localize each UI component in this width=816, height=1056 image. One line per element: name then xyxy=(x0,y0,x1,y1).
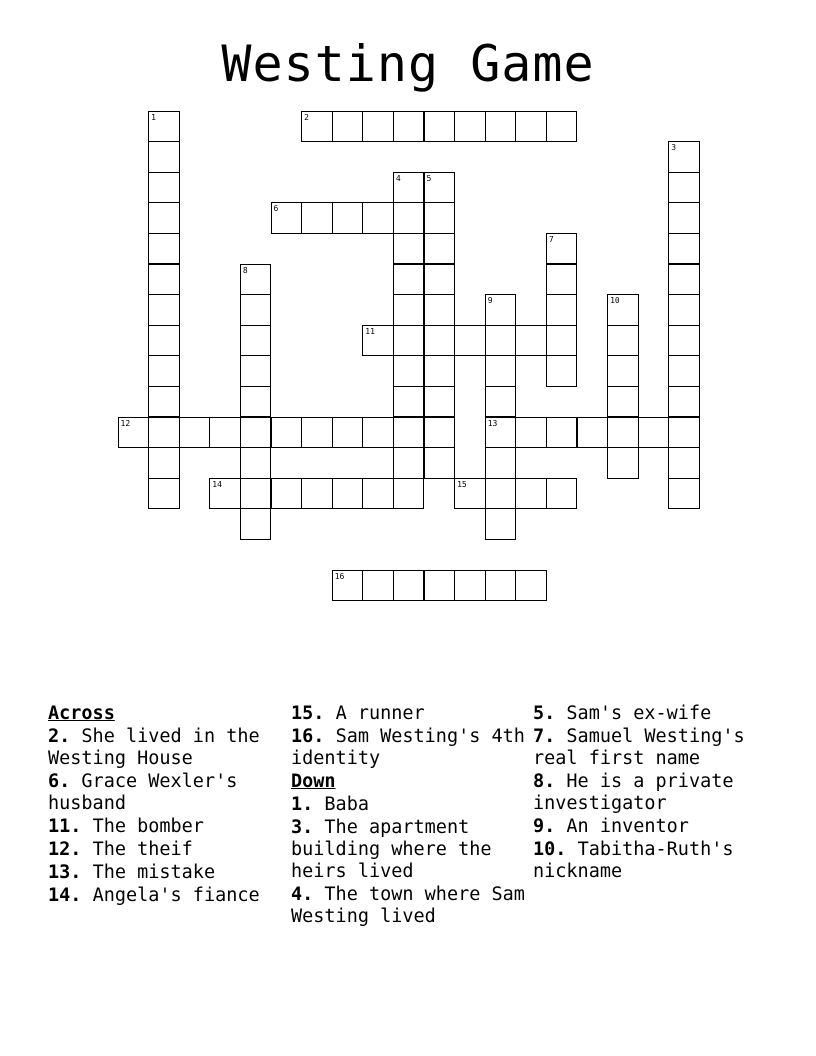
clue-number-label: 16 xyxy=(334,571,345,581)
grid-cell[interactable] xyxy=(362,417,394,449)
grid-cell[interactable] xyxy=(454,111,486,143)
grid-cell[interactable] xyxy=(424,202,456,234)
grid-cell[interactable] xyxy=(301,202,333,234)
grid-cell[interactable] xyxy=(332,478,364,510)
grid-cell[interactable] xyxy=(424,233,456,265)
grid-cell[interactable] xyxy=(148,141,180,173)
clue-number-label: 12 xyxy=(120,418,131,428)
grid-cell[interactable] xyxy=(393,570,425,602)
grid-cell[interactable] xyxy=(209,417,241,449)
grid-cell[interactable] xyxy=(607,447,639,479)
grid-cell[interactable] xyxy=(393,386,425,418)
grid-cell[interactable] xyxy=(668,447,700,479)
grid-cell[interactable] xyxy=(362,478,394,510)
grid-cell[interactable] xyxy=(424,386,456,418)
grid-cell[interactable] xyxy=(271,417,303,449)
grid-cell[interactable] xyxy=(668,386,700,418)
grid-cell[interactable] xyxy=(271,478,303,510)
grid-cell[interactable] xyxy=(424,172,456,204)
grid-cell[interactable] xyxy=(485,570,517,602)
grid-cell[interactable] xyxy=(240,508,272,540)
grid-cell[interactable] xyxy=(148,325,180,357)
clue-across-16: 16. Sam Westing's 4th identity xyxy=(291,726,525,769)
across-heading: Across xyxy=(48,703,115,724)
grid-cell[interactable] xyxy=(148,233,180,265)
grid-cell[interactable] xyxy=(546,325,578,357)
grid-cell[interactable] xyxy=(485,508,517,540)
grid-cell[interactable] xyxy=(546,294,578,326)
clue-number-label: 14 xyxy=(212,479,222,489)
grid-cell[interactable] xyxy=(148,294,180,326)
grid-cell[interactable] xyxy=(668,294,700,326)
grid-cell[interactable] xyxy=(148,172,180,204)
grid-cell[interactable] xyxy=(271,202,303,234)
grid-cell[interactable] xyxy=(607,294,639,326)
grid-cell[interactable] xyxy=(454,478,486,510)
grid-cell[interactable] xyxy=(362,570,394,602)
grid-cell[interactable] xyxy=(148,264,180,296)
down-heading: Down xyxy=(291,771,336,792)
clue-number-label: 9 xyxy=(487,296,493,306)
grid-cell[interactable] xyxy=(668,325,700,357)
grid-cell[interactable] xyxy=(393,478,425,510)
grid-cell[interactable] xyxy=(393,233,425,265)
grid-cell[interactable] xyxy=(454,325,486,357)
grid-cell[interactable] xyxy=(607,417,639,449)
puzzle-title: Westing Game xyxy=(221,35,595,93)
grid-cell[interactable] xyxy=(148,386,180,418)
clue-across-11: 11. The bomber xyxy=(48,816,204,837)
grid-cell[interactable] xyxy=(240,325,272,357)
grid-cell[interactable] xyxy=(240,478,272,510)
grid-cell[interactable] xyxy=(485,447,517,479)
grid-cell[interactable] xyxy=(546,417,578,449)
grid-cell[interactable] xyxy=(148,111,180,143)
clue-across-14: 14. Angela's fiance xyxy=(48,885,260,906)
grid-cell[interactable] xyxy=(148,202,180,234)
grid-cell[interactable] xyxy=(424,355,456,387)
clues-column-1 xyxy=(48,703,288,908)
grid-cell[interactable] xyxy=(393,264,425,296)
grid-cell[interactable] xyxy=(332,111,364,143)
grid-cell[interactable] xyxy=(668,233,700,265)
clue-down-1: 1. Baba xyxy=(291,794,369,815)
grid-cell[interactable] xyxy=(332,570,364,602)
clues-column-2 xyxy=(291,703,531,929)
grid-cell[interactable] xyxy=(424,447,456,479)
grid-cell[interactable] xyxy=(515,478,547,510)
clue-number-label: 6 xyxy=(273,204,279,214)
grid-cell[interactable] xyxy=(301,478,333,510)
clue-down-4: 4. The town where Sam Westing lived xyxy=(291,884,525,927)
grid-cell[interactable] xyxy=(179,417,211,449)
clue-number-label: 1 xyxy=(151,112,156,122)
grid-cell[interactable] xyxy=(424,111,456,143)
grid-cell[interactable] xyxy=(393,294,425,326)
clue-across-15: 15. A runner xyxy=(291,703,425,724)
grid-cell[interactable] xyxy=(148,478,180,510)
grid-cell[interactable] xyxy=(424,417,456,449)
grid-cell[interactable] xyxy=(362,325,394,357)
grid-cell[interactable] xyxy=(515,417,547,449)
grid-cell[interactable] xyxy=(546,478,578,510)
grid-cell[interactable] xyxy=(515,111,547,143)
clue-number-label: 8 xyxy=(242,265,248,275)
grid-cell[interactable] xyxy=(424,294,456,326)
grid-cell[interactable] xyxy=(485,355,517,387)
grid-cell[interactable] xyxy=(301,111,333,143)
grid-cell[interactable] xyxy=(607,355,639,387)
grid-cell[interactable] xyxy=(515,570,547,602)
clue-number-label: 4 xyxy=(395,173,401,183)
grid-cell[interactable] xyxy=(454,570,486,602)
grid-cell[interactable] xyxy=(546,111,578,143)
grid-cell[interactable] xyxy=(362,111,394,143)
grid-cell[interactable] xyxy=(485,478,517,510)
grid-cell[interactable] xyxy=(485,111,517,143)
clues-column-3 xyxy=(533,703,773,884)
grid-cell[interactable] xyxy=(485,325,517,357)
clue-down-9: 9. An inventor xyxy=(533,816,689,837)
clue-number-label: 7 xyxy=(548,234,554,244)
grid-cell[interactable] xyxy=(301,417,333,449)
grid-cell[interactable] xyxy=(362,202,394,234)
grid-cell[interactable] xyxy=(668,355,700,387)
clue-across-13: 13. The mistake xyxy=(48,862,216,883)
grid-cell[interactable] xyxy=(515,325,547,357)
grid-cell[interactable] xyxy=(668,202,700,234)
grid-cell[interactable] xyxy=(668,172,700,204)
grid-cell[interactable] xyxy=(240,447,272,479)
clue-down-5: 5. Sam's ex-wife xyxy=(533,703,712,724)
clue-number-label: 5 xyxy=(426,173,432,183)
grid-cell[interactable] xyxy=(240,386,272,418)
grid-cell[interactable] xyxy=(546,264,578,296)
clue-down-3: 3. The apartment building where the heirs lived xyxy=(291,817,492,882)
clue-down-8: 8. He is a private investigator xyxy=(533,771,734,814)
grid-cell[interactable] xyxy=(240,264,272,296)
clue-across-12: 12. The theif xyxy=(48,839,193,860)
grid-cell[interactable] xyxy=(668,264,700,296)
clue-across-6: 6. Grace Wexler's husband xyxy=(48,771,238,814)
clue-number-label: 13 xyxy=(487,418,498,428)
grid-cell[interactable] xyxy=(118,417,150,449)
grid-cell[interactable] xyxy=(393,202,425,234)
clue-number-label: 10 xyxy=(610,296,620,306)
grid-cell[interactable] xyxy=(393,325,425,357)
clue-number-label: 3 xyxy=(671,143,677,153)
grid-cell[interactable] xyxy=(148,355,180,387)
grid-cell[interactable] xyxy=(393,172,425,204)
grid-cell[interactable] xyxy=(148,417,180,449)
grid-cell[interactable] xyxy=(332,202,364,234)
grid-cell[interactable] xyxy=(393,417,425,449)
grid-cell[interactable] xyxy=(485,386,517,418)
grid-cell[interactable] xyxy=(148,447,180,479)
clue-number-label: 15 xyxy=(457,479,467,489)
grid-cell[interactable] xyxy=(668,141,700,173)
grid-cell[interactable] xyxy=(485,294,517,326)
grid-cell[interactable] xyxy=(209,478,241,510)
grid-cell[interactable] xyxy=(393,447,425,479)
grid-cell[interactable] xyxy=(638,417,670,449)
grid-cell[interactable] xyxy=(577,417,609,449)
grid-cell[interactable] xyxy=(424,325,456,357)
grid-cell[interactable] xyxy=(393,355,425,387)
grid-cell[interactable] xyxy=(424,264,456,296)
grid-cell[interactable] xyxy=(485,417,517,449)
clue-down-10: 10. Tabitha-Ruth's nickname xyxy=(533,839,734,882)
grid-cell[interactable] xyxy=(240,355,272,387)
clue-number-label: 2 xyxy=(304,112,309,122)
grid-cell[interactable] xyxy=(668,478,700,510)
grid-cell[interactable] xyxy=(240,417,272,449)
grid-cell[interactable] xyxy=(424,570,456,602)
grid-cell[interactable] xyxy=(240,294,272,326)
grid-cell[interactable] xyxy=(546,233,578,265)
clue-across-2: 2. She lived in the Westing House xyxy=(48,726,260,769)
grid-cell[interactable] xyxy=(607,325,639,357)
grid-cell[interactable] xyxy=(668,417,700,449)
clue-number-label: 11 xyxy=(365,326,375,336)
grid-cell[interactable] xyxy=(607,386,639,418)
grid-cell[interactable] xyxy=(332,417,364,449)
clue-down-7: 7. Samuel Westing's real first name xyxy=(533,726,745,769)
grid-cell[interactable] xyxy=(546,355,578,387)
grid-cell[interactable] xyxy=(393,111,425,143)
